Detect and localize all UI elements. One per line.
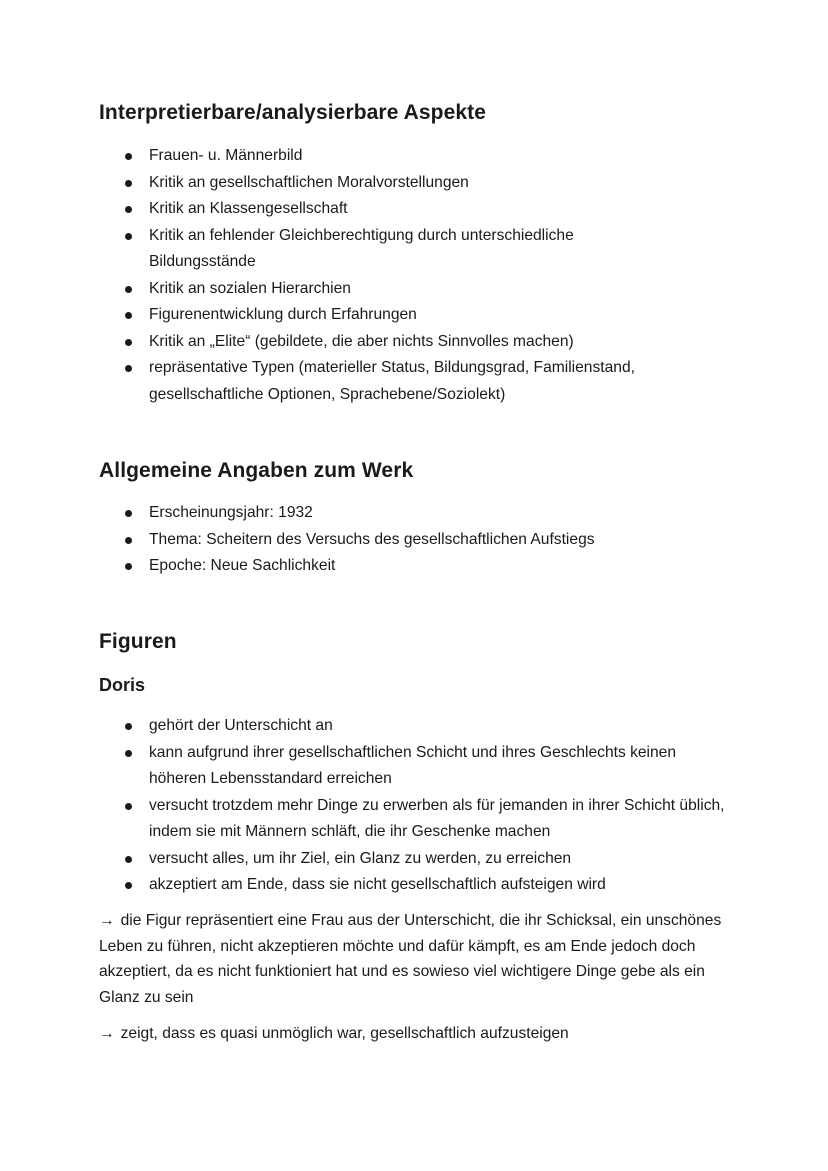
arrow-right-icon: →	[99, 1025, 115, 1042]
doris-summary-text: zeigt, dass es quasi unmöglich war, gesellschaftlich aufzusteigen	[120, 1025, 569, 1042]
list-item: Kritik an Klassengesellschaft	[99, 196, 739, 223]
list-item: akzeptiert am Ende, dass sie nicht gesellschaftlich aufsteigen wird	[99, 872, 739, 899]
figures-heading: Figuren	[99, 630, 177, 653]
doris-list	[99, 713, 739, 899]
general-list	[99, 500, 739, 580]
list-item: Kritik an „Elite“ (gebildete, die aber nichts Sinnvolles machen)	[99, 329, 739, 356]
doris-conclusion-paragraph	[99, 908, 739, 1010]
list-item: Thema: Scheitern des Versuchs des gesellschaftlichen Aufstiegs	[99, 527, 739, 554]
list-item: Kritik an sozialen Hierarchien	[99, 276, 739, 303]
list-item: Frauen- u. Männerbild	[99, 143, 739, 170]
list-item: Kritik an gesellschaftlichen Moralvorstellungen	[99, 170, 739, 197]
arrow-right-icon: →	[99, 912, 115, 929]
list-item: versucht alles, um ihr Ziel, ein Glanz zu werden, zu erreichen	[99, 846, 739, 873]
general-heading: Allgemeine Angaben zum Werk	[99, 459, 414, 482]
list-item: kann aufgrund ihrer gesellschaftlichen Schicht und ihres Geschlechts keinen höheren Lebensstandard erreichen	[99, 740, 739, 793]
aspects-heading: Interpretierbare/analysierbare Aspekte	[99, 101, 487, 124]
list-item: versucht trotzdem mehr Dinge zu erwerben als für jemanden in ihrer Schicht üblich, indem sie mit Männern schläft, die ihr Geschenke machen	[99, 793, 739, 846]
aspects-list	[99, 143, 739, 408]
list-item: repräsentative Typen (materieller Status, Bildungsgrad, Familienstand, gesellschaftliche Optionen, Sprachebene/Soziolekt)	[99, 355, 739, 408]
doris-heading: Doris	[99, 675, 146, 695]
list-item: Figurenentwicklung durch Erfahrungen	[99, 302, 739, 329]
list-item: Epoche: Neue Sachlichkeit	[99, 553, 739, 580]
doris-summary-paragraph	[99, 1021, 739, 1047]
list-item: Kritik an fehlender Gleichberechtigung durch unterschiedliche Bildungsstände	[99, 223, 739, 276]
list-item: Erscheinungsjahr: 1932	[99, 500, 739, 527]
doris-conclusion-text: die Figur repräsentiert eine Frau aus der Unterschicht, die ihr Schicksal, ein unschönes Leben zu führen, nicht akzeptieren möchte und dafür kämpft, es am Ende jedoch doch akzeptiert, da es nicht funktioniert hat und es sowieso viel wichtigere Dinge gebe als ein Glanz zu sein	[99, 912, 722, 1006]
list-item: gehört der Unterschicht an	[99, 713, 739, 740]
